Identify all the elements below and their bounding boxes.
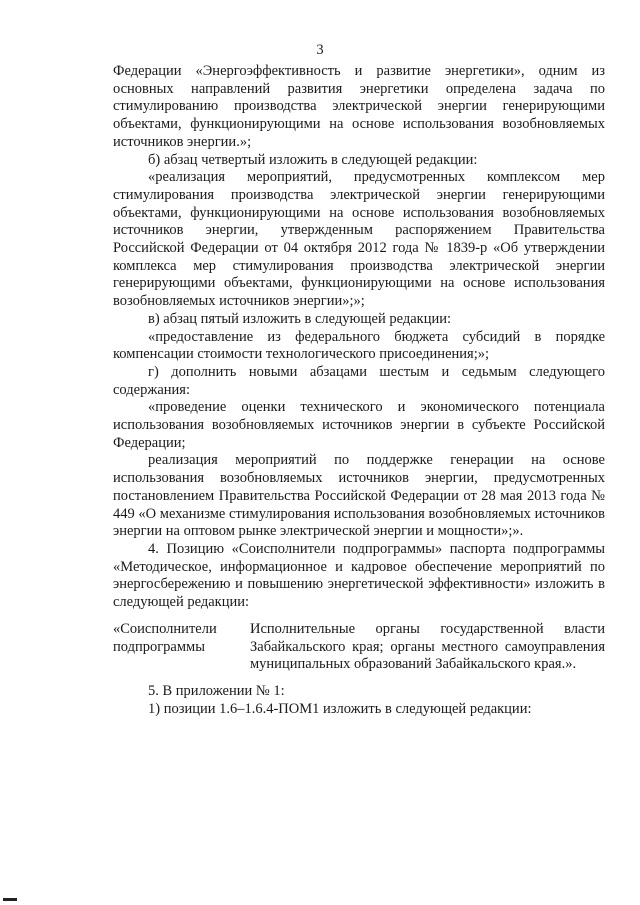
paragraph: Федерации «Энергоэффективность и развитие энергетики», одним из основных направлений развития энергетики определена задача по стимулированию производства электрической энергии генерирующими объектами, функционирующими на основе использования возобновляемых источников энергии.»; <box>113 63 605 150</box>
table-label: «Соисполнители подпрограммы <box>113 620 217 655</box>
paragraph: г) дополнить новыми абзацами шестым и седьмым следующего содержания: <box>113 363 605 398</box>
paragraph: «предоставление из федерального бюджета субсидий в порядке компенсации стоимости технологического присоединения;»; <box>113 328 605 363</box>
paragraph: б) абзац четвертый изложить в следующей редакции: <box>148 151 478 168</box>
paragraph: в) абзац пятый изложить в следующей редакции: <box>148 310 452 327</box>
paragraph: реализация мероприятий по поддержке генерации на основе использования возобновляемых источников энергии, предусмотренных постановлением Правительства Российской Федерации от 28 мая 2013 года № 449 «О механизме стимулирования использования возобновляемых источников энергии на оптовом рынке электрической энергии и мощности»;». <box>113 452 605 540</box>
paragraph: 4. Позицию «Соисполнители подпрограммы» паспорта подпрограммы «Методическое, информационное и кадровое обеспечение мероприятий по энергосбережению и повышению энергетической эффективности» изложить в следующей редакции: <box>113 540 605 611</box>
paragraph: «проведение оценки технического и экономического потенциала использования возобновляемых источников энергии в субъекте Российской Федерации; <box>113 399 605 451</box>
table-value: Исполнительные органы государственной власти Забайкальского края; органы местного самоуправления муниципальных образований Забайкальского края.». <box>250 620 605 673</box>
paragraph: «реализация мероприятий, предусмотренных комплексом мер стимулирования производства электрической энергии генерирующими объектами, функционирующими на основе использования возобновляемых источников энергии, утвержденным распоряжением Правительства Российской Федерации от 04 октября 2012 года № 1839-р «Об утверждении комплекса мер стимулирования производства электрической энергии генерирующими объектами, функционирующими на основе использования возобновляемых источников энергии»;»; <box>113 169 605 310</box>
document-body <box>113 63 605 718</box>
paragraph: 1) позиции 1.6–1.6.4-ПОМ1 изложить в следующей редакции: <box>148 700 532 717</box>
page-number: 3 <box>316 42 324 58</box>
margin-mark <box>3 898 17 901</box>
paragraph: 5. В приложении № 1: <box>148 682 285 699</box>
passport-position-table <box>113 621 605 674</box>
